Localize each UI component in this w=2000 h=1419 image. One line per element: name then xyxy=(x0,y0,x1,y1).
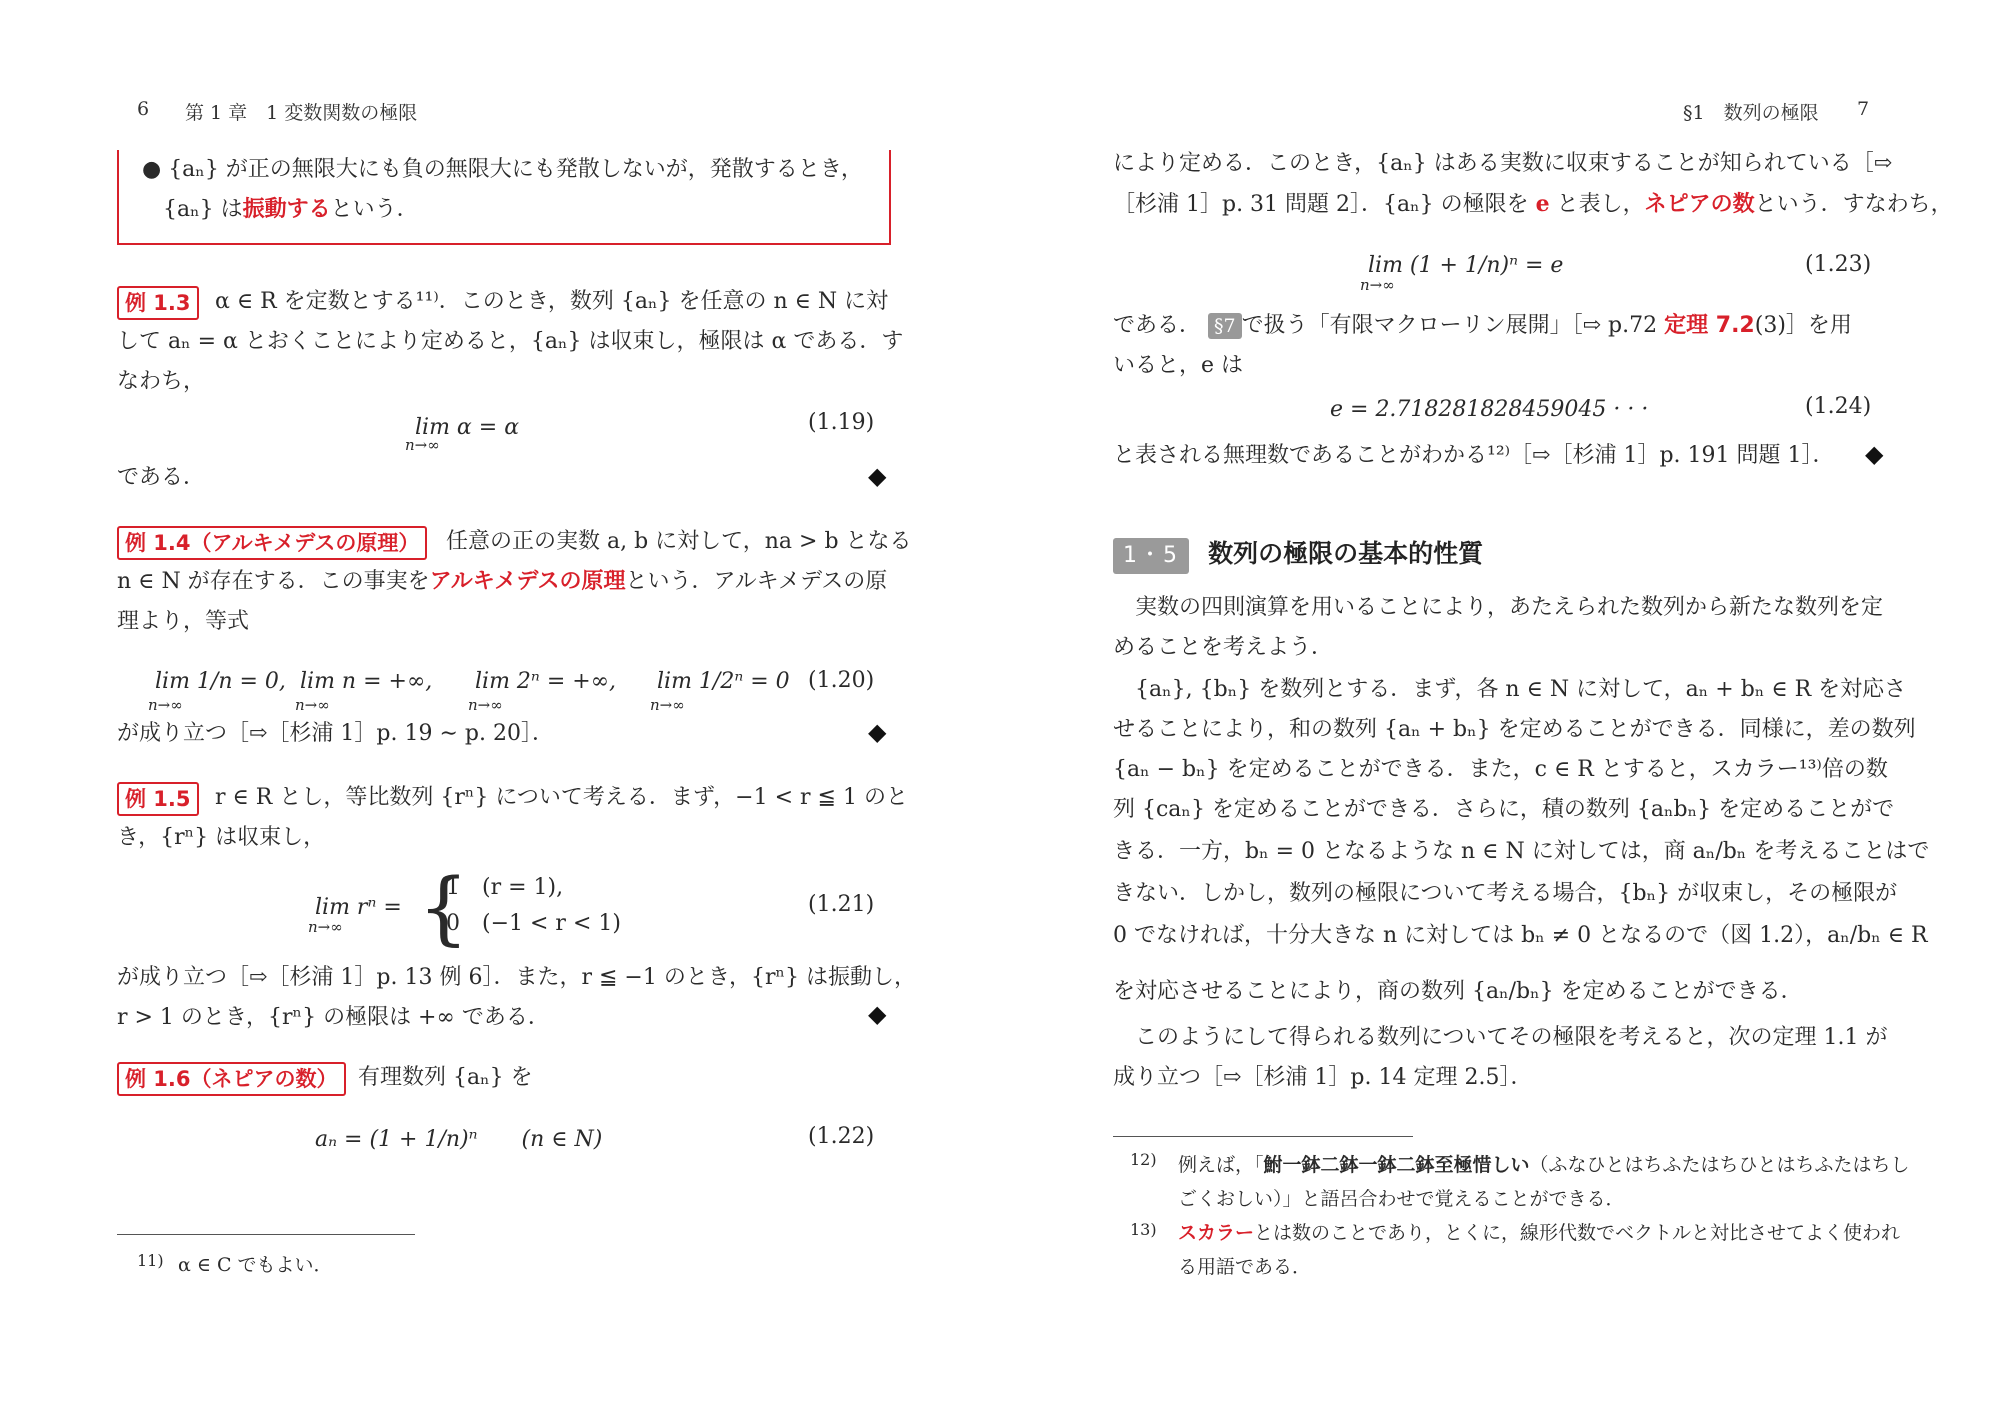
section-ref-badge: §7 xyxy=(1208,313,1242,339)
page-number: 7 xyxy=(1857,98,1870,120)
theorem-ref: 定理 7.2 xyxy=(1664,313,1755,338)
case-2: 0 (−1 < r < 1) xyxy=(446,911,621,936)
running-header: 第 1 章 1 変数関数の極限 xyxy=(185,102,418,124)
para-line-3: {aₙ}, {bₙ} を数列とする．まず，各 n ∈ N に対して，aₙ + bₙ ∈ R を対応さ xyxy=(1135,677,1907,702)
eq-1-21-sub: n→∞ xyxy=(308,918,343,936)
box-line-2-pre: {aₙ} は xyxy=(163,197,243,222)
eq-1-20-sub-a: n→∞ xyxy=(148,696,183,714)
example-1-5-label-wrap xyxy=(117,782,199,816)
ex13-after: である． xyxy=(117,465,206,490)
para-line-10: を対応させることにより，商の数列 {aₙ/bₙ} を定めることができる． xyxy=(1113,979,1803,1004)
end-mark-icon: ◆ xyxy=(868,718,887,746)
eqno-1-21: (1.21) xyxy=(808,892,875,917)
ex15-line-2: き，{rⁿ} は収束し， xyxy=(117,825,326,850)
section-title: 数列の極限の基本的性質 xyxy=(1208,539,1484,568)
end-mark-icon: ◆ xyxy=(868,462,887,490)
example-1-5-label: 例 1.5 xyxy=(117,782,199,816)
fn12-pre: 例えば，「 xyxy=(1178,1154,1264,1176)
footnote-mark-13: 13) xyxy=(1130,1220,1157,1239)
right-line-3 xyxy=(1113,306,1852,346)
example-1-4-label-wrap xyxy=(117,526,427,560)
eq-1-19-sub: n→∞ xyxy=(405,436,440,454)
fn13-post: とは数のことであり，とくに，線形代数でベクトルと対比させてよく使われ xyxy=(1254,1222,1901,1244)
right-line-5: と表される無理数であることがわかる¹²⁾［⇨［杉浦 1］p. 191 問題 1］． xyxy=(1113,443,1835,468)
brace-icon: { xyxy=(418,861,469,954)
ex15-after-1: が成り立つ［⇨［杉浦 1］p. 13 例 6］．また，r ≦ −1 のとき，{rⁿ} は振動し， xyxy=(117,965,916,990)
ex15-after-2: r > 1 のとき，{rⁿ} の極限は +∞ である． xyxy=(117,1005,550,1030)
example-1-4-label: 例 1.4（アルキメデスの原理） xyxy=(117,526,427,560)
right-line-1: により定める．このとき，{aₙ} はある実数に収束することが知られている［⇨ xyxy=(1113,151,1893,176)
ex14-line-2 xyxy=(117,562,887,602)
equation-1-20-a: lim 1/n = 0, xyxy=(155,669,286,694)
equation-1-20-c: lim 2ⁿ = +∞, xyxy=(475,669,617,694)
fn12-mnemonic: 鮒一鉢二鉢一鉢二鉢至極惜しい xyxy=(1263,1154,1530,1176)
para-line-11: このようにして得られる数列についてその極限を考えると，次の定理 1.1 が xyxy=(1135,1025,1888,1050)
right-line-2-post: という．すなわち， xyxy=(1754,192,1953,217)
para-line-4: せることにより，和の数列 {aₙ + bₙ} を定めることができる．同様に，差の数列 xyxy=(1113,717,1916,742)
eqno-1-24: (1.24) xyxy=(1805,394,1872,419)
page-number: 6 xyxy=(137,98,150,120)
case-1: 1 (r = 1), xyxy=(446,875,564,900)
ex14-line-2-pre: n ∈ N が存在する．この事実を xyxy=(117,569,430,594)
end-mark-icon: ◆ xyxy=(868,1000,887,1028)
symbol-e: e xyxy=(1535,191,1550,217)
para-line-1: 実数の四則演算を用いることにより，あたえられた数列から新たな数列を定 xyxy=(1135,595,1884,620)
footnote-13-line-1 xyxy=(1178,1216,1900,1250)
equation-1-24: e = 2.718281828459045 · · · xyxy=(1330,397,1649,422)
box-line-2-post: という． xyxy=(330,197,419,222)
eq-1-20-sub-c: n→∞ xyxy=(468,696,503,714)
box-line-2 xyxy=(163,190,419,230)
footnote-11: α ∈ C でもよい． xyxy=(178,1254,333,1276)
para-line-2: めることを考えよう． xyxy=(1113,635,1334,660)
eqno-1-20: (1.20) xyxy=(808,668,875,693)
footnote-mark-12: 12) xyxy=(1130,1150,1157,1169)
para-line-5: {aₙ − bₙ} を定めることができる．また，c ∈ R とすると，スカラー¹³⁾倍の数 xyxy=(1113,757,1888,782)
eqno-1-19: (1.19) xyxy=(808,410,875,435)
right-line-2 xyxy=(1113,184,1953,225)
para-line-12: 成り立つ［⇨［杉浦 1］p. 14 定理 2.5］． xyxy=(1113,1065,1533,1090)
equation-1-19: lim α = α xyxy=(415,415,520,440)
footnote-rule xyxy=(117,1234,415,1235)
equation-1-20-b: lim n = +∞, xyxy=(300,669,433,694)
eq-1-20-sub-b: n→∞ xyxy=(295,696,330,714)
right-page xyxy=(1000,0,2000,1419)
para-line-8: きない．しかし，数列の極限について考える場合，{bₙ} が収束し，その極限が xyxy=(1113,881,1898,906)
example-1-3-label: 例 1.3 xyxy=(117,286,199,320)
example-1-6-label-wrap xyxy=(117,1062,346,1096)
right-line-2-mid: と表し， xyxy=(1549,192,1645,217)
footnote-mark-11: 11) xyxy=(137,1251,164,1270)
ex13-line-3: なわち， xyxy=(117,369,206,394)
example-1-3-label-wrap xyxy=(117,286,199,320)
ex14-line-1: 任意の正の実数 a, b に対して，na > b となる xyxy=(446,529,912,554)
equation-1-21-lhs: lim rⁿ = xyxy=(315,895,402,920)
term-scalar: スカラー xyxy=(1178,1222,1255,1244)
right-line-3-mid: で扱う「有限マクローリン展開」［⇨ p.72 xyxy=(1241,313,1665,338)
ex16-line-1: 有理数列 {aₙ} を xyxy=(358,1065,533,1090)
example-1-6-label: 例 1.6（ネピアの数） xyxy=(117,1062,346,1096)
box-line-1: ● {aₙ} が正の無限大にも負の無限大にも発散しないが，発散するとき， xyxy=(142,157,863,182)
eq-1-20-sub-d: n→∞ xyxy=(650,696,685,714)
right-line-4: いると，e は xyxy=(1113,353,1244,378)
footnote-rule xyxy=(1113,1136,1413,1137)
eqno-1-23: (1.23) xyxy=(1805,252,1872,277)
footnote-13-line-2: る用語である． xyxy=(1178,1256,1312,1278)
right-line-3-pre: である． xyxy=(1113,313,1202,338)
term-oscillate: 振動する xyxy=(242,197,331,222)
para-line-6: 列 {caₙ} を定めることができる．さらに，積の数列 {aₙbₙ} を定めることがで xyxy=(1113,797,1895,822)
ex13-line-2: して aₙ = α とおくことにより定めると，{aₙ} は収束し，極限は α である．す xyxy=(117,329,904,354)
right-line-2-pre: ［杉浦 1］p. 31 問題 2］．{aₙ} の極限を xyxy=(1113,192,1536,217)
para-line-9: 0 でなければ，十分大きな n に対しては bₙ ≠ 0 となるので（図 1.2），aₙ/bₙ ∈ R xyxy=(1113,923,1928,948)
equation-1-22: aₙ = (1 + 1/n)ⁿ (n ∈ N) xyxy=(315,1127,603,1152)
section-heading xyxy=(1113,534,1483,574)
eq-1-23-sub: n→∞ xyxy=(1360,276,1395,294)
eqno-1-22: (1.22) xyxy=(808,1124,875,1149)
fn12-post: （ふなひとはちふたはちひとはちふたはちし xyxy=(1529,1154,1910,1176)
equation-1-23: lim (1 + 1/n)ⁿ = e xyxy=(1368,253,1564,278)
term-archimedes: アルキメデスの原理 xyxy=(429,569,626,594)
ex14-after: が成り立つ［⇨［杉浦 1］p. 19 ∼ p. 20］． xyxy=(117,721,554,746)
footnote-12-line-2: ごくおしい）」と語呂合わせで覚えることができる． xyxy=(1178,1188,1625,1210)
right-line-3-post: (3)］を用 xyxy=(1754,313,1852,338)
running-header: §1 数列の極限 xyxy=(1683,102,1819,124)
end-mark-icon: ◆ xyxy=(1865,440,1884,468)
ex15-line-1: r ∈ R とし，等比数列 {rⁿ} について考える．まず，−1 < r ≦ 1 のと xyxy=(215,785,908,810)
ex14-line-3: 理より，等式 xyxy=(117,609,250,634)
section-number: 1・5 xyxy=(1113,538,1189,574)
ex13-line-1: α ∈ R を定数とする¹¹⁾．このとき，数列 {aₙ} を任意の n ∈ N に対 xyxy=(215,289,889,314)
ex14-line-2-post: という．アルキメデスの原 xyxy=(625,569,888,594)
equation-1-20-d: lim 1/2ⁿ = 0 xyxy=(657,669,790,694)
term-napier: ネピアの数 xyxy=(1644,192,1755,217)
para-line-7: きる．一方，bₙ = 0 となるような n ∈ N に対しては，商 aₙ/bₙ を考えることはで xyxy=(1113,839,1930,864)
footnote-12-line-1 xyxy=(1178,1148,1910,1182)
